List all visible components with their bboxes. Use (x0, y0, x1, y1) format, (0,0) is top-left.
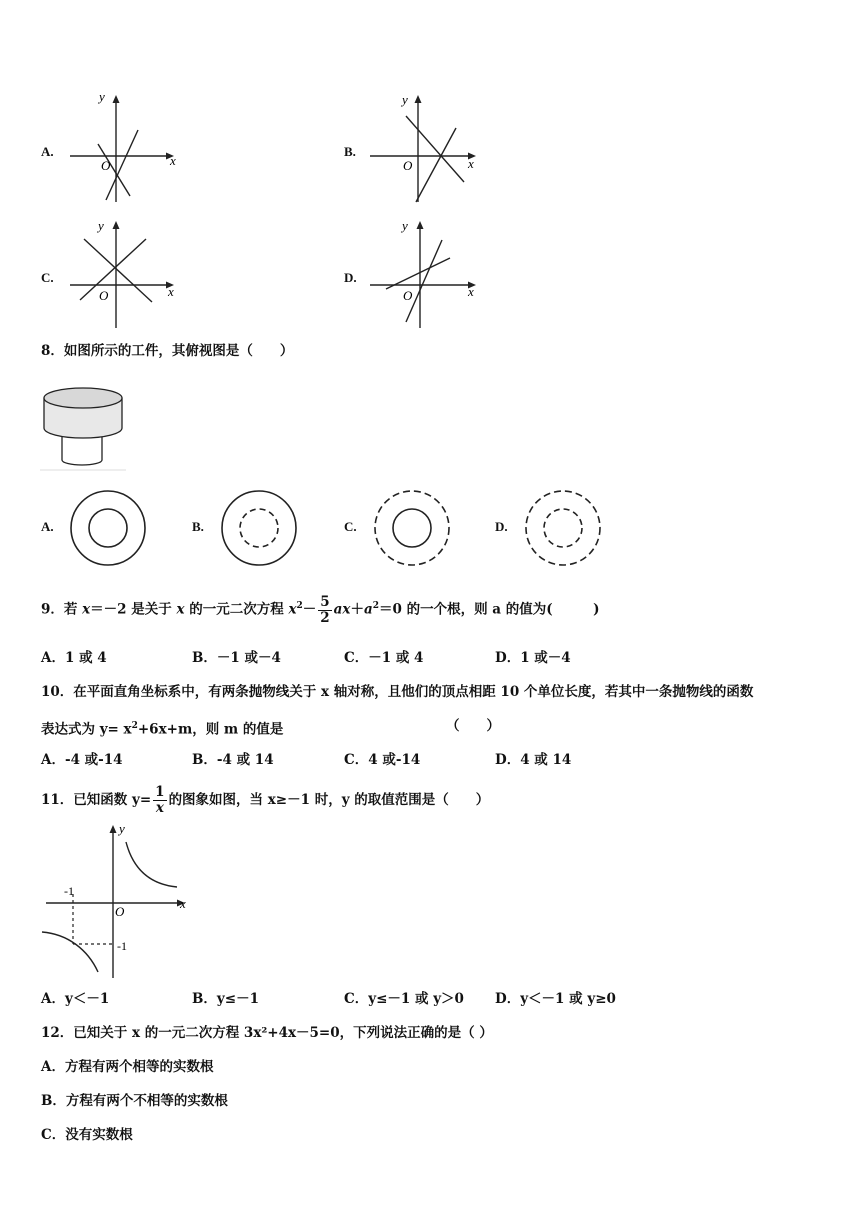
q7-graph-c (66, 216, 181, 334)
q10-answer-bracket: （ ） (446, 718, 500, 734)
q9-eq-minus: － (302, 601, 317, 618)
q9-var-x: x (82, 601, 91, 618)
q9-eq-x: x (288, 601, 297, 618)
q9-eq-sup2: 2 (372, 601, 379, 611)
q11-option-d[interactable]: D．y＜－1 或 y≥0 (495, 991, 616, 1007)
q9-stem (41, 588, 600, 628)
q9-eq-sup: 2 (296, 601, 303, 611)
q8-stem: 8．如图所示的工件，其俯视图是（ ） (41, 343, 294, 359)
q7c-origin-label: O (99, 288, 109, 303)
q11-x-label: x (180, 896, 186, 911)
q9-eq-plus: ＋ (350, 601, 364, 618)
q10-option-d[interactable]: D．4 或 14 (495, 752, 572, 768)
q10-line2-sup: 2 (131, 721, 138, 731)
q8-view-d (521, 488, 605, 570)
q8-view-b (217, 488, 301, 570)
q8-option-a-label[interactable]: A. (41, 519, 54, 534)
q9-option-d[interactable]: D．1 或－4 (495, 650, 571, 666)
q12-stem: 12．已知关于 x 的一元二次方程 3x²+4x－5=0，下列说法正确的是（ ） (41, 1025, 493, 1041)
q11-frac-num: 1 (155, 784, 165, 800)
q11-frac-den: x (155, 800, 164, 816)
q7a-origin-label: O (101, 158, 111, 173)
q7-graph-a (66, 90, 181, 208)
q9-stem-mid: 是关于 (126, 601, 177, 618)
q7-option-a-label[interactable]: A. (41, 144, 54, 159)
q7d-origin-label: O (403, 288, 413, 303)
q7c-x-label: x (168, 284, 174, 299)
q7-option-b-label[interactable]: B. (344, 144, 356, 159)
q11-option-b[interactable]: B．y≤－1 (192, 991, 259, 1007)
q8-view-a (66, 488, 150, 570)
q7-graph-d (368, 216, 483, 334)
q7d-x-label: x (468, 284, 474, 299)
q7b-y-label: y (402, 92, 408, 107)
q9-frac-den: 2 (320, 609, 330, 626)
q11-fraction (153, 785, 166, 816)
q7b-x-label: x (468, 156, 474, 171)
q7a-x-label: x (170, 153, 176, 168)
q7-option-c-label[interactable]: C. (41, 270, 54, 285)
q9-stem-pre: 9．若 (41, 601, 83, 618)
q9-eq-a: a (363, 601, 373, 618)
q10-stem-line1: 10．在平面直角坐标系中，有两条抛物线关于 x 轴对称，且他们的顶点相距 10 个单位长度，若其中一条抛物线的函数 (41, 684, 754, 700)
q11-graph (40, 820, 190, 982)
q11-neg1-y-label: -1 (117, 939, 127, 953)
q7b-origin-label: O (403, 158, 413, 173)
q9-stem-end: ＝0 的一个根，则 a 的值为( ) (378, 601, 600, 618)
q10-stem-line2 (41, 717, 283, 739)
q10-line2-post: +6x+m，则 m 的值是 (137, 721, 284, 738)
q9-option-b[interactable]: B．－1 或－4 (192, 650, 281, 666)
q11-stem-pre: 11．已知函数 y= (41, 792, 152, 808)
q7c-y-label: y (98, 218, 104, 233)
q9-stem-eq: ＝－2 (90, 601, 127, 618)
q7-option-d-label[interactable]: D. (344, 270, 357, 285)
q8-workpiece-figure (40, 380, 130, 472)
q12-option-b[interactable]: B．方程有两个不相等的实数根 (41, 1093, 228, 1109)
q10-option-c[interactable]: C．4 或-14 (344, 752, 421, 768)
q9-frac-num: 5 (320, 593, 330, 610)
q11-y-label: y (119, 821, 125, 836)
q7a-y-label: y (99, 90, 105, 104)
q11-stem (41, 782, 489, 818)
q7d-y-label: y (402, 218, 408, 233)
q8-view-c (370, 488, 454, 570)
q10-line2-pre: 表达式为 y= x (41, 721, 132, 738)
q10-option-b[interactable]: B．-4 或 14 (192, 752, 274, 768)
q9-option-c[interactable]: C．－1 或 4 (344, 650, 424, 666)
q12-option-a[interactable]: A．方程有两个相等的实数根 (41, 1059, 214, 1075)
q12-option-c[interactable]: C．没有实数根 (41, 1127, 133, 1143)
q11-option-c[interactable]: C．y≤－1 或 y＞0 (344, 991, 464, 1007)
q7-graph-b (368, 90, 483, 208)
q9-stem-mid2: 的一元二次方程 (184, 601, 289, 618)
q9-option-a[interactable]: A．1 或 4 (41, 650, 107, 666)
q10-option-a[interactable]: A．-4 或-14 (41, 752, 123, 768)
q11-option-a[interactable]: A．y＜－1 (41, 991, 110, 1007)
q8-option-d-label[interactable]: D. (495, 519, 508, 534)
q8-option-c-label[interactable]: C. (344, 519, 357, 534)
q11-neg1-x-label: -1 (64, 884, 74, 898)
q8-option-b-label[interactable]: B. (192, 519, 204, 534)
q11-origin-label: O (115, 904, 125, 919)
q9-var-x2: x (176, 601, 185, 618)
q9-eq-ax: ax (333, 601, 351, 618)
q11-stem-post: 的图象如图，当 x≥－1 时，y 的取值范围是（ ） (168, 792, 490, 808)
q9-fraction (318, 595, 331, 626)
